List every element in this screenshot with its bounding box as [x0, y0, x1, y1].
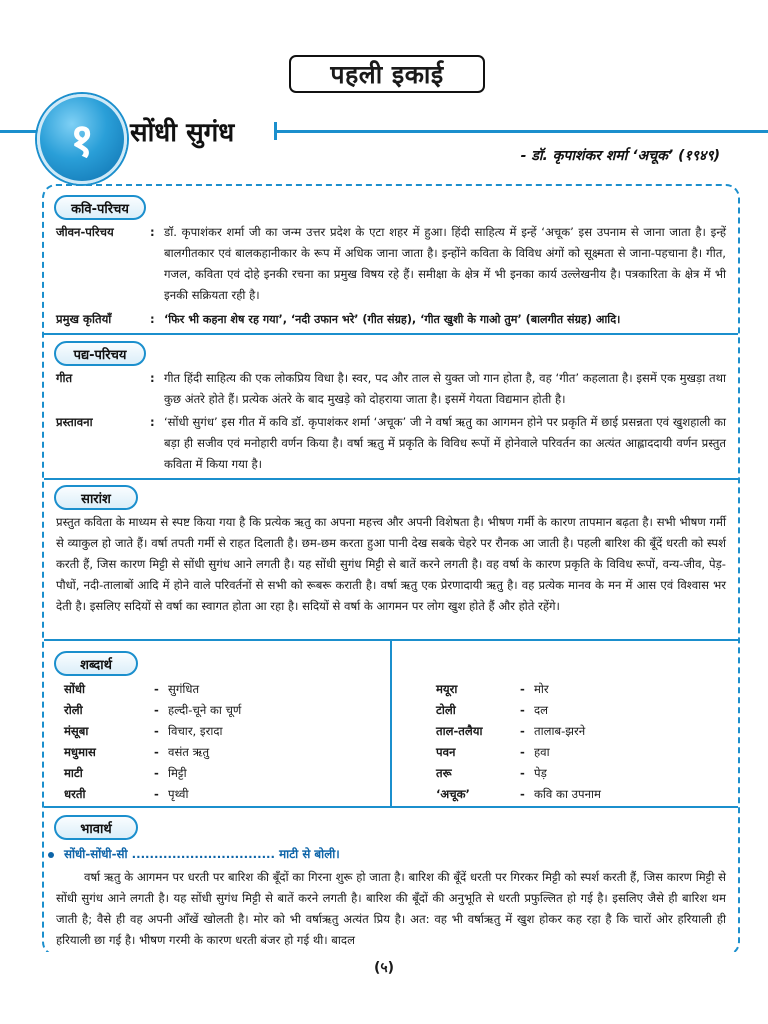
title-rule-tick — [274, 122, 277, 140]
glossary-word: टोली — [436, 703, 456, 717]
chapter-number-badge — [37, 94, 127, 184]
glossary-left-column — [64, 679, 384, 805]
glossary-entry — [64, 679, 384, 700]
chapter-number: १ — [70, 113, 94, 167]
bhavarth-stanza-text: सोंधी-सोंधी-सी ................................ माटी से बोली। — [64, 847, 340, 861]
glossary-meaning: पेड़ — [534, 766, 547, 780]
prastavana-label: प्रस्तावना — [56, 415, 93, 429]
glossary-dash: - — [520, 682, 525, 696]
glossary-dash: - — [520, 703, 525, 717]
glossary-word: मयूरा — [436, 682, 458, 696]
glossary-entry — [64, 700, 384, 721]
glossary-meaning: सुगंधित — [168, 682, 200, 696]
geet-text: गीत हिंदी साहित्य की एक लोकप्रिय विधा है। स्वर, पद और ताल से युक्त जो गान होता है, वह ‘गीत’ कहलाता है। इसमें एक मुखड़ा तथा कुछ अंतरे होते हैं। प्रत्येक अंतरे के बाद मुखड़े को दोहराया जाता है। इसमें गेयता विद्यमान होती है। — [164, 371, 726, 406]
unit-title: पहली इकाई — [289, 55, 485, 93]
pramukh-kritiyan-label: प्रमुख कृतियाँ — [56, 312, 112, 326]
glossary-word: सोंधी — [64, 682, 85, 696]
pramukh-kritiyan-text: ‘फिर भी कहना शेष रह गया’, ‘नदी उफान भरे’ (गीत संग्रह), ‘गीत खुशी के गाओ तुम’ (बालगीत संग्रह) आदि। — [164, 313, 621, 326]
section-heading-saransh: सारांश — [54, 485, 138, 510]
glossary-meaning: दल — [534, 703, 549, 717]
glossary-dash: - — [520, 766, 525, 780]
glossary-entry — [436, 763, 726, 784]
page-number: (५) — [373, 960, 395, 976]
colon: : — [150, 415, 155, 429]
glossary-entry — [436, 721, 726, 742]
glossary-word: तरू — [436, 766, 452, 780]
jivan-parichay-text: डॉ. कृपाशंकर शर्मा जी का जन्म उत्तर प्रदेश के एटा शहर में हुआ। हिंदी साहित्य में इन्हें ‘अचूक’ इस उपनाम से जाना जाता है। इन्हें बालगीतकार एवं बालकहानीकार के रूप में अधिक जाना जाता है। इन्होंने कविता के विविध अंगों को सूक्ष्मता से जाना-पहचाना है। गीत, गजल, कविता एवं दोहे इनकी रचना का प्रमुख विषय रहे हैं। समीक्षा के क्षेत्र में भी इनका कार्य उल्लेखनीय है। पत्रकारिता के क्षेत्र में भी इनकी सक्रियता रही है। — [164, 225, 726, 302]
glossary-dash: - — [154, 703, 159, 717]
glossary-dash: - — [154, 745, 159, 759]
glossary-word: माटी — [64, 766, 83, 780]
glossary-meaning: कवि का उपनाम — [534, 787, 601, 801]
divider — [44, 333, 738, 335]
glossary-word: ‘अचूक’ — [436, 787, 470, 801]
glossary-word: ताल-तलैया — [436, 724, 483, 738]
glossary-meaning: हवा — [534, 745, 550, 759]
author-credit: - डॉ. कृपाशंकर शर्मा ‘अचूक’ (१९४९) — [520, 148, 720, 164]
saransh-text: प्रस्तुत कविता के माध्यम से स्पष्ट किया गया है कि प्रत्येक ऋतु का अपना महत्त्व और अपनी विशेषता है। भीषण गर्मी के कारण तापमान बढ़ता है। सभी भीषण गर्मी से व्याकुल हो जाते हैं। वर्षा तपती गर्मी से राहत दिलाती है। छम-छम करता हुआ पानी देख सबके चेहरे पर रौनक आ जाती है। पहली बारिश की बूँदें धरती को स्पर्श करती हैं, जिस कारण मिट्टी से सोंधी सुगंध आने लगती है। यह सोंधी सुगंध मिट्टी से बातें करने लगती है। वह वर्षा के कारण प्रकृति के विविध रूपों, वन्य-जीव, पेड़-पौधों, नदी-तालाबों आदि में होने वाले परिवर्तनों से सभी को रूबरू कराती है। वर्षा ऋतु एक प्रेरणादायी ऋतु है। वह प्रत्येक मानव के मन में आस एवं विश्वास भर देती है। इसलिए सदियों से वर्षा का स्वागत होता आ रहा है। सदियों से वर्षा के आगमन पर लोग खुश होते हैं और होते रहेंगे। — [56, 515, 727, 613]
glossary-entry — [436, 742, 726, 763]
glossary-dash: - — [520, 745, 525, 759]
glossary-word: धरती — [64, 787, 86, 801]
divider — [44, 478, 738, 480]
glossary-entry — [64, 721, 384, 742]
jivan-parichay-label: जीवन-परिचय — [56, 225, 114, 239]
glossary-meaning: पृथ्वी — [168, 787, 189, 801]
glossary-dash: - — [520, 787, 525, 801]
bhavarth-stanza-ref — [48, 846, 340, 862]
glossary-meaning: हल्दी-चूने का चूर्ण — [168, 703, 242, 717]
glossary-word: मधुमास — [64, 745, 96, 759]
colon: : — [150, 371, 155, 385]
glossary-meaning: वसंत ऋतु — [168, 745, 210, 759]
glossary-dash: - — [154, 724, 159, 738]
colon: : — [150, 225, 155, 239]
glossary-right-column — [436, 679, 726, 805]
section-heading-bhavarth: भावार्थ — [54, 815, 138, 840]
prastavana-row — [56, 412, 726, 476]
colon: : — [150, 312, 155, 326]
glossary-entry — [64, 784, 384, 805]
glossary-entry — [64, 763, 384, 784]
pramukh-kritiyan-row — [56, 309, 726, 331]
section-heading-kavi-parichay: कवि-परिचय — [54, 195, 146, 220]
title-rule-right — [276, 130, 768, 133]
geet-row — [56, 368, 726, 412]
glossary-word: मंसूबा — [64, 724, 89, 738]
bullet-icon — [48, 852, 54, 858]
section-heading-padya-parichay: पद्य-परिचय — [54, 341, 146, 366]
chapter-title: सोंधी सुगंध — [130, 118, 235, 148]
geet-label: गीत — [56, 371, 73, 385]
glossary-entry — [436, 700, 726, 721]
glossary-word: पवन — [436, 745, 456, 759]
bhavarth-text: वर्षा ऋतु के आगमन पर धरती पर बारिश की बूँदों का गिरना शुरू हो जाता है। बारिश की बूँदें धरती पर गिरकर मिट्टी को स्पर्श करती हैं, जिस कारण मिट्टी से सोंधी सुगंध आने लगती है। यह सोंधी सुगंध मिट्टी से बातें करने लगती है। बारिश की बूँदों की अनुभूति से धरती प्रफुल्लित हो गई है। इसलिए जैसे ही बारिश थम जाती है; वैसे ही वह अपनी आँखें खोलती है। मोर को भी वर्षाऋतु अत्यंत प्रिय है। अत: वह भी वर्षाऋतु में खुश होकर कह रहा है कि चारों ओर हरियाली ही हरियाली छा गई है। भीषण गरमी के कारण धरती बंजर हो गई थी। बादल — [56, 870, 726, 947]
glossary-dash: - — [154, 787, 159, 801]
glossary-dash: - — [520, 724, 525, 738]
glossary-meaning: मिट्टी — [168, 766, 187, 780]
glossary-entry — [64, 742, 384, 763]
glossary-entry — [436, 679, 726, 700]
glossary-dash: - — [154, 682, 159, 696]
jivan-parichay-row — [56, 222, 726, 308]
section-heading-shabdarth: शब्दार्थ — [54, 651, 138, 676]
glossary-column-divider — [390, 640, 392, 806]
glossary-meaning: विचार, इरादा — [168, 724, 223, 738]
divider — [44, 806, 738, 808]
glossary-meaning: मोर — [534, 682, 549, 696]
glossary-meaning: तालाब-झरने — [534, 724, 586, 738]
glossary-word: रोली — [64, 703, 83, 717]
prastavana-text: ‘सोंधी सुगंध’ इस गीत में कवि डॉ. कृपाशंकर शर्मा ‘अचूक’ जी ने वर्षा ऋतु का आगमन होने पर प्रकृति में छाई प्रसन्नता एवं खुशहाली का बड़ा ही सजीव एवं मनोहारी वर्णन किया है। वर्षा ऋतु में प्रकृति के विविध रूपों में होनेवाले परिवर्तन का अत्यंत आह्लाददायी वर्णन प्रस्तुत कविता में किया गया है। — [164, 415, 726, 471]
glossary-entry — [436, 784, 726, 805]
glossary-dash: - — [154, 766, 159, 780]
